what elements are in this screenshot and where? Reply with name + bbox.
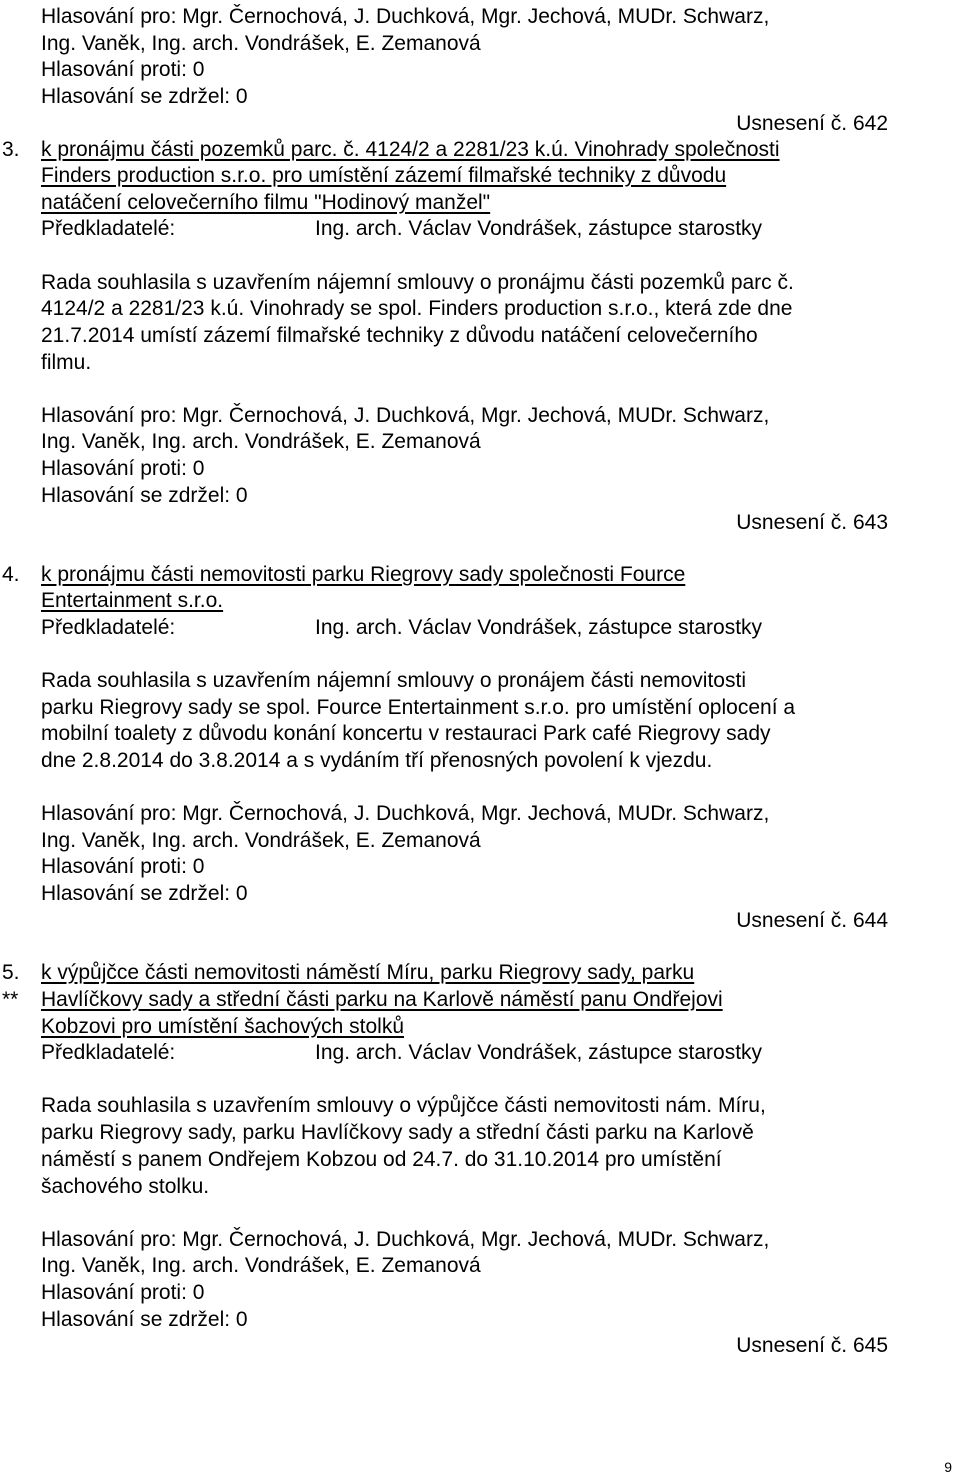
item-title-line: Kobzovi pro umístění šachových stolků [41, 1015, 405, 1038]
body-line: parku Riegrovy sady, parku Havlíčkovy sady a střední části parku na Karlově [41, 1121, 754, 1144]
body-line: mobilní toalety z důvodu konání koncertu v restauraci Park café Riegrovy sady [41, 722, 771, 745]
vote-for-line1: Hlasování pro: Mgr. Černochová, J. Duchková, Mgr. Jechová, MUDr. Schwarz, [41, 1228, 770, 1251]
item-title-line: k pronájmu části pozemků parc. č. 4124/2 a 2281/23 k.ú. Vinohrady společnosti [41, 138, 780, 161]
item-title-line: k pronájmu části nemovitosti parku Riegrovy sady společnosti Fource [41, 563, 686, 586]
vote-abstain: Hlasování se zdržel: 0 [41, 484, 248, 507]
vote-against: Hlasování proti: 0 [41, 58, 205, 81]
body-line: Rada souhlasila s uzavřením nájemní smlouvy o pronájmu části pozemků parc č. [41, 271, 794, 294]
vote-abstain: Hlasování se zdržel: 0 [41, 85, 248, 108]
item-title-line: Finders production s.r.o. pro umístění zázemí filmařské techniky z důvodu [41, 164, 727, 187]
proposer-name: Ing. arch. Václav Vondrášek, zástupce starostky [315, 1041, 763, 1064]
body-line: náměstí s panem Ondřejem Kobzou od 24.7. do 31.10.2014 pro umístění [41, 1148, 722, 1171]
item-number: 5. [2, 961, 20, 984]
body-line: 21.7.2014 umístí zázemí filmařské techniky z důvodu natáčení celovečerního [41, 324, 758, 347]
item-title-line: Entertainment s.r.o. [41, 589, 224, 612]
item-number: 4. [2, 563, 20, 586]
vote-for-line2: Ing. Vaněk, Ing. arch. Vondrášek, E. Zemanová [41, 32, 481, 55]
body-line: dne 2.8.2014 do 3.8.2014 a s vydáním tří přenosných povolení k vjezdu. [41, 749, 713, 772]
proposer-label: Předkladatelé: [41, 616, 176, 639]
vote-for-line1: Hlasování pro: Mgr. Černochová, J. Duchková, Mgr. Jechová, MUDr. Schwarz, [41, 5, 770, 28]
body-line: filmu. [41, 351, 92, 374]
body-line: Rada souhlasila s uzavřením smlouvy o výpůjčce části nemovitosti nám. Míru, [41, 1094, 766, 1117]
vote-for-line1: Hlasování pro: Mgr. Černochová, J. Duchková, Mgr. Jechová, MUDr. Schwarz, [41, 404, 770, 427]
body-line: Rada souhlasila s uzavřením nájemní smlouvy o pronájem části nemovitosti [41, 669, 746, 692]
resolution-number: Usnesení č. 645 [736, 1334, 888, 1357]
proposer-name: Ing. arch. Václav Vondrášek, zástupce starostky [315, 616, 763, 639]
item-number: 3. [2, 138, 20, 161]
vote-abstain: Hlasování se zdržel: 0 [41, 1308, 248, 1331]
vote-for-line2: Ing. Vaněk, Ing. arch. Vondrášek, E. Zemanová [41, 430, 481, 453]
vote-for-line2: Ing. Vaněk, Ing. arch. Vondrášek, E. Zemanová [41, 1254, 481, 1277]
vote-against: Hlasování proti: 0 [41, 457, 205, 480]
resolution-number: Usnesení č. 643 [736, 511, 888, 534]
page-number: 9 [944, 1459, 952, 1475]
proposer-label: Předkladatelé: [41, 1041, 176, 1064]
vote-for-line2: Ing. Vaněk, Ing. arch. Vondrášek, E. Zemanová [41, 829, 481, 852]
proposer-name: Ing. arch. Václav Vondrášek, zástupce starostky [315, 217, 763, 240]
vote-against: Hlasování proti: 0 [41, 855, 205, 878]
item-title-line: natáčení celovečerního filmu "Hodinový manžel" [41, 191, 491, 214]
body-line: šachového stolku. [41, 1175, 210, 1198]
vote-abstain: Hlasování se zdržel: 0 [41, 882, 248, 905]
item-marker: ** [2, 988, 19, 1011]
item-title-line: Havlíčkovy sady a střední části parku na Karlově náměstí panu Ondřejovi [41, 988, 723, 1011]
vote-for-line1: Hlasování pro: Mgr. Černochová, J. Duchková, Mgr. Jechová, MUDr. Schwarz, [41, 802, 770, 825]
vote-against: Hlasování proti: 0 [41, 1281, 205, 1304]
proposer-label: Předkladatelé: [41, 217, 176, 240]
body-line: parku Riegrovy sady se spol. Fource Entertainment s.r.o. pro umístění oplocení a [41, 696, 796, 719]
body-line: 4124/2 a 2281/23 k.ú. Vinohrady se spol. Finders production s.r.o., která zde dne [41, 297, 793, 320]
resolution-number: Usnesení č. 644 [736, 909, 888, 932]
item-title-line: k výpůjčce části nemovitosti náměstí Míru, parku Riegrovy sady, parku [41, 961, 695, 984]
resolution-number: Usnesení č. 642 [736, 112, 888, 135]
